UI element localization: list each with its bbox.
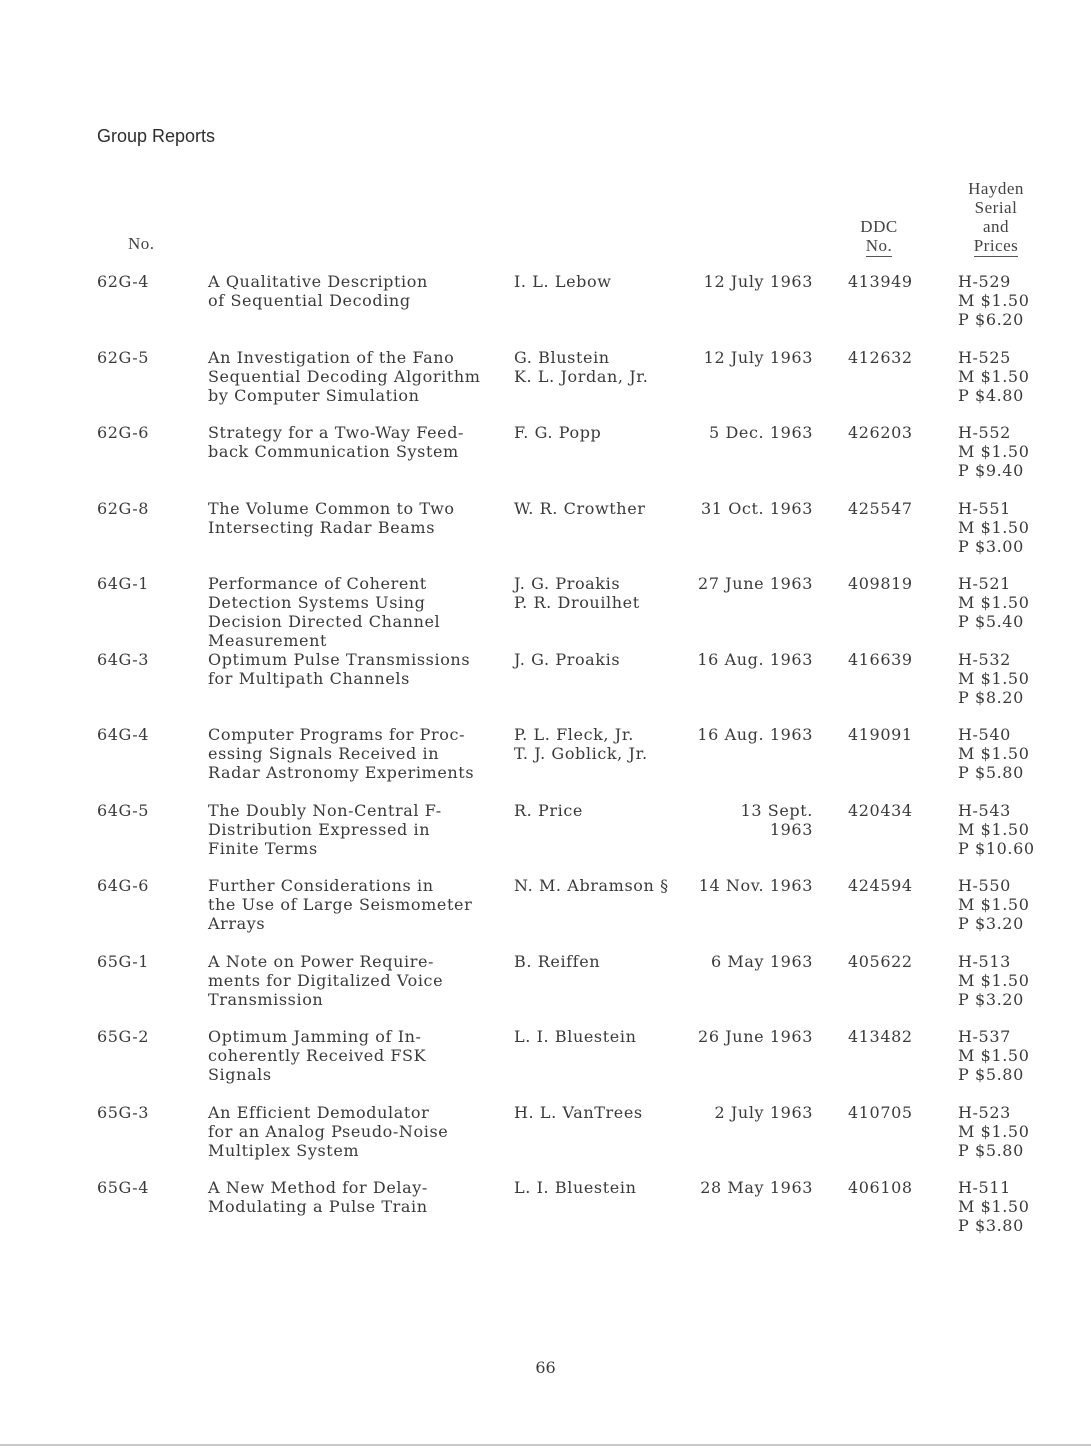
paper-price: P $6.20 [958, 310, 1024, 329]
report-title: Strategy for a Two-Way Feed- back Communication System [208, 423, 465, 461]
hayden-serial: H-532 [958, 649, 1011, 669]
section-title: Group Reports [97, 126, 216, 146]
column-header-hayden-line1: Hayden [968, 179, 1024, 198]
microfiche-price: M $1.50 [958, 291, 1030, 310]
table-row [0, 272, 1091, 348]
microfiche-price: M $1.50 [958, 1197, 1030, 1216]
report-date: 13 Sept. 1963 [740, 800, 813, 839]
paper-price: P $4.80 [958, 385, 1024, 405]
hayden-serial-and-prices [958, 725, 1038, 782]
table-row [0, 499, 1091, 575]
hayden-serial-and-prices [958, 1027, 1038, 1084]
column-header-ddc-line2: No. [865, 236, 893, 255]
report-number: 64G-3 [97, 649, 150, 669]
report-authors: F. G. Popp [514, 423, 602, 442]
paper-price: P $3.80 [958, 1216, 1024, 1235]
table-row [0, 952, 1091, 1028]
hayden-serial-and-prices [958, 801, 1038, 858]
table-row [0, 1103, 1091, 1179]
hayden-serial-and-prices [958, 574, 1038, 631]
report-authors: J. G. Proakis P. R. Drouilhet [514, 574, 640, 612]
microfiche-price: M $1.50 [958, 819, 1030, 839]
report-number: 65G-1 [97, 951, 150, 971]
ddc-number: 410705 [848, 1102, 913, 1122]
hayden-serial-and-prices [958, 1178, 1038, 1235]
hayden-serial-and-prices [958, 423, 1038, 480]
report-title: A Note on Power Require- ments for Digitalized Voice Transmission [208, 951, 444, 1009]
report-date: 14 Nov. 1963 [698, 876, 813, 895]
report-date: 16 Aug. 1963 [697, 725, 813, 744]
report-date: 5 Dec. 1963 [708, 423, 813, 442]
ddc-number: 425547 [848, 498, 913, 518]
paper-price: P $8.20 [958, 687, 1024, 707]
report-number: 62G-6 [97, 423, 150, 442]
report-title: Performance of Coherent Detection Systems Using Decision Directed Channel Measurement [208, 574, 441, 650]
hayden-serial-and-prices [958, 952, 1038, 1009]
report-authors: J. G. Proakis [514, 649, 621, 669]
report-authors: I. L. Lebow [514, 272, 612, 291]
microfiche-price: M $1.50 [958, 593, 1030, 612]
report-number: 64G-4 [97, 725, 150, 744]
report-title: Further Considerations in the Use of Large Seismometer Arrays [208, 876, 473, 933]
hayden-serial-and-prices [958, 272, 1038, 329]
microfiche-price: M $1.50 [958, 517, 1030, 537]
ddc-number: 416639 [848, 649, 913, 669]
report-date: 28 May 1963 [700, 1178, 813, 1197]
ddc-number: 409819 [848, 574, 913, 593]
report-date: 2 July 1963 [714, 1102, 813, 1122]
ddc-number: 424594 [848, 876, 913, 895]
microfiche-price: M $1.50 [958, 442, 1030, 461]
table-row [0, 423, 1091, 499]
report-authors: N. M. Abramson § [514, 876, 669, 895]
paper-price: P $3.20 [958, 914, 1024, 933]
page-number: 66 [535, 1358, 556, 1377]
paper-price: P $5.80 [958, 1065, 1024, 1084]
paper-price: P $3.20 [958, 989, 1024, 1009]
report-title: An Investigation of the Fano Sequential Decoding Algorithm by Computer Simulation [208, 347, 481, 405]
microfiche-price: M $1.50 [958, 366, 1030, 386]
hayden-serial: H-537 [958, 1027, 1011, 1046]
table-row [0, 725, 1091, 801]
hayden-serial: H-551 [958, 498, 1011, 518]
ddc-number: 412632 [848, 347, 913, 367]
hayden-serial: H-525 [958, 347, 1011, 367]
hayden-serial: H-543 [958, 800, 1011, 820]
report-number: 65G-3 [97, 1102, 150, 1122]
report-title: Computer Programs for Proc- essing Signals Received in Radar Astronomy Experiments [208, 725, 475, 782]
microfiche-price: M $1.50 [958, 1121, 1030, 1141]
hayden-serial: H-513 [958, 951, 1011, 971]
ddc-number: 420434 [848, 800, 913, 820]
column-header-hayden-line2: Serial [974, 198, 1018, 217]
table-row [0, 1027, 1091, 1103]
hayden-serial: H-529 [958, 272, 1011, 291]
report-authors: W. R. Crowther [514, 498, 646, 518]
report-number: 65G-2 [97, 1027, 150, 1046]
report-title: A New Method for Delay- Modulating a Pulse Train [208, 1178, 428, 1216]
column-header-hayden [958, 179, 1034, 257]
report-date: 12 July 1963 [703, 347, 813, 367]
report-number: 64G-6 [97, 876, 150, 895]
report-title: Optimum Pulse Transmissions for Multipath Channels [208, 649, 471, 688]
ddc-number: 413949 [848, 272, 913, 291]
paper-price: P $10.60 [958, 838, 1035, 858]
report-authors: B. Reiffen [514, 951, 601, 971]
microfiche-price: M $1.50 [958, 970, 1030, 990]
report-number: 64G-1 [97, 574, 150, 593]
hayden-serial-and-prices [958, 650, 1038, 707]
paper-price: P $5.80 [958, 1140, 1024, 1160]
report-date: 16 Aug. 1963 [697, 649, 813, 669]
microfiche-price: M $1.50 [958, 1046, 1030, 1065]
report-number: 62G-4 [97, 272, 150, 291]
paper-price: P $3.00 [958, 536, 1024, 556]
column-header-ddc [855, 217, 903, 257]
report-title: An Efficient Demodulator for an Analog Pseudo-Noise Multiplex System [208, 1102, 449, 1160]
report-date: 26 June 1963 [698, 1027, 813, 1046]
table-row [0, 876, 1091, 952]
table-row [0, 574, 1091, 650]
group-reports-table [0, 272, 1091, 1254]
table-row [0, 348, 1091, 424]
report-number: 64G-5 [97, 800, 150, 820]
report-authors: L. I. Bluestein [514, 1178, 637, 1197]
hayden-serial-and-prices [958, 1103, 1038, 1160]
report-number: 62G-5 [97, 347, 150, 367]
ddc-number: 413482 [848, 1027, 913, 1046]
hayden-serial-and-prices [958, 499, 1038, 556]
report-title: The Doubly Non-Central F- Distribution Expressed in Finite Terms [208, 800, 442, 858]
hayden-serial: H-540 [958, 725, 1011, 744]
report-authors: P. L. Fleck, Jr. T. J. Goblick, Jr. [514, 725, 648, 763]
column-header-hayden-line4: Prices [973, 236, 1019, 255]
report-title: The Volume Common to Two Intersecting Radar Beams [208, 498, 455, 537]
hayden-serial-and-prices [958, 876, 1038, 933]
report-title: Optimum Jamming of In- coherently Received FSK Signals [208, 1027, 427, 1084]
ddc-number: 405622 [848, 951, 913, 971]
ddc-number: 426203 [848, 423, 913, 442]
table-row [0, 1178, 1091, 1254]
column-header-ddc-line1: DDC [860, 217, 898, 236]
report-number: 62G-8 [97, 498, 150, 518]
hayden-serial: H-523 [958, 1102, 1011, 1122]
hayden-serial: H-550 [958, 876, 1011, 895]
report-authors: H. L. VanTrees [514, 1102, 643, 1122]
report-date: 12 July 1963 [703, 272, 813, 291]
column-header-hayden-line3: and [982, 217, 1010, 236]
table-row [0, 650, 1091, 726]
report-date: 27 June 1963 [698, 574, 813, 593]
ddc-number: 406108 [848, 1178, 913, 1197]
report-authors: G. Blustein K. L. Jordan, Jr. [514, 347, 649, 386]
paper-price: P $5.40 [958, 612, 1024, 631]
report-number: 65G-4 [97, 1178, 150, 1197]
hayden-serial: H-552 [958, 423, 1011, 442]
column-header-no: No. [128, 234, 155, 253]
report-authors: R. Price [514, 800, 583, 820]
report-title: A Qualitative Description of Sequential Decoding [208, 272, 428, 310]
paper-price: P $5.80 [958, 763, 1024, 782]
microfiche-price: M $1.50 [958, 668, 1030, 688]
bottom-edge-rule [0, 1444, 1091, 1446]
table-row [0, 801, 1091, 877]
microfiche-price: M $1.50 [958, 895, 1030, 914]
report-date: 6 May 1963 [710, 951, 813, 971]
ddc-number: 419091 [848, 725, 913, 744]
paper-price: P $9.40 [958, 461, 1024, 480]
hayden-serial: H-521 [958, 574, 1011, 593]
report-date: 31 Oct. 1963 [700, 498, 813, 518]
microfiche-price: M $1.50 [958, 744, 1030, 763]
hayden-serial-and-prices [958, 348, 1038, 405]
report-authors: L. I. Bluestein [514, 1027, 637, 1046]
hayden-serial: H-511 [958, 1178, 1011, 1197]
